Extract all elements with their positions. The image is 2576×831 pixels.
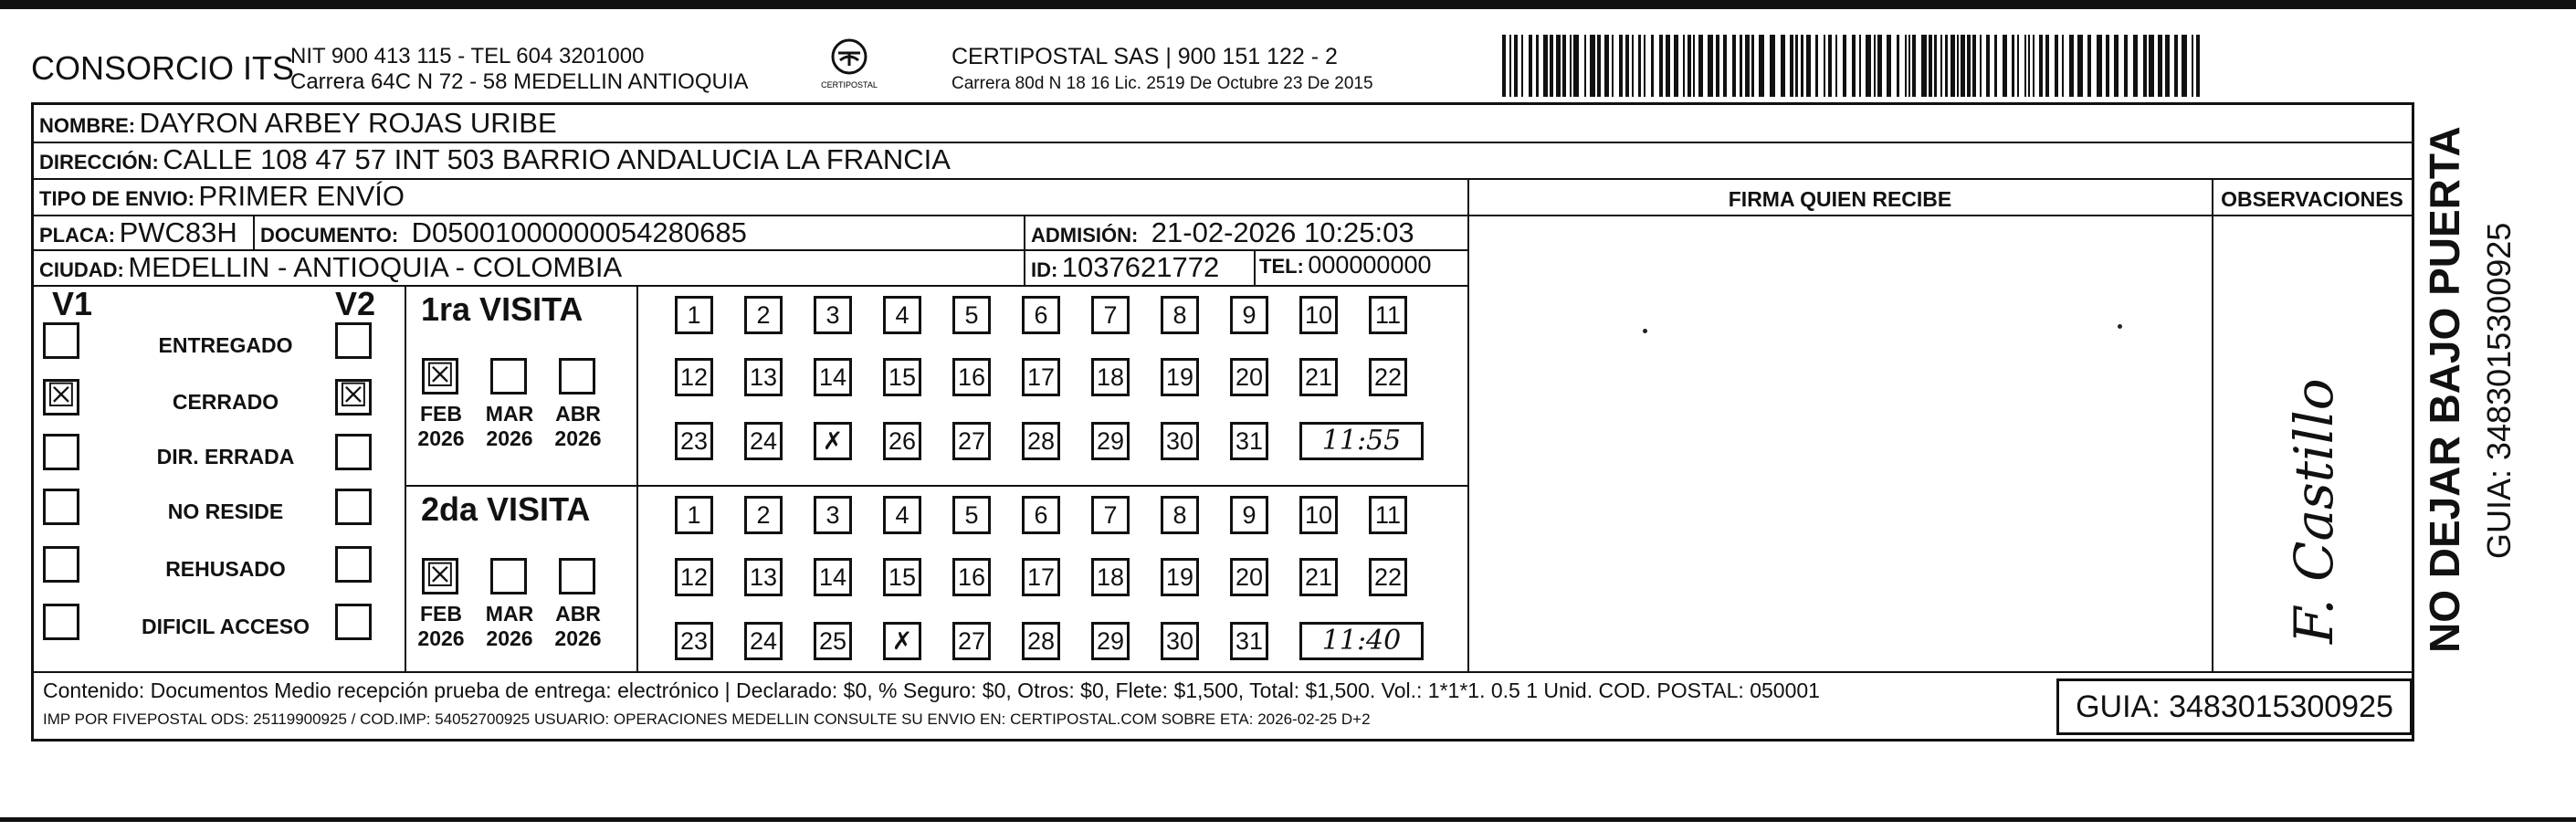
barcode-bar bbox=[1986, 35, 1990, 97]
admision-row bbox=[1031, 216, 1414, 249]
tel-value: 000000000 bbox=[1308, 251, 1432, 279]
v2-checkbox[interactable] bbox=[335, 546, 372, 583]
barcode-bar bbox=[1693, 35, 1695, 97]
day-box[interactable]: 29 bbox=[1091, 622, 1130, 660]
certipostal-info bbox=[952, 44, 1373, 94]
month-name: ABR bbox=[555, 402, 601, 426]
barcode bbox=[1502, 35, 2205, 97]
day-box[interactable]: 20 bbox=[1230, 358, 1268, 396]
month-checkbox[interactable]: ☒ bbox=[422, 558, 458, 594]
barcode-bar bbox=[1866, 35, 1871, 97]
day-box[interactable]: 27 bbox=[952, 622, 991, 660]
barcode-bar bbox=[1666, 35, 1670, 97]
day-box[interactable]: 19 bbox=[1161, 558, 1199, 596]
day-box[interactable]: 18 bbox=[1091, 558, 1130, 596]
barcode-bar bbox=[1502, 35, 1506, 97]
ciudad-value: MEDELLIN - ANTIOQUIA - COLOMBIA bbox=[128, 251, 623, 283]
day-box[interactable]: 21 bbox=[1299, 358, 1338, 396]
barcode-bar bbox=[1908, 35, 1910, 97]
status-option-label: ENTREGADO bbox=[158, 333, 293, 357]
day-box[interactable]: 7 bbox=[1091, 496, 1130, 534]
barcode-bar bbox=[1877, 35, 1882, 97]
barcode-bar bbox=[2087, 35, 2091, 97]
barcode-bar bbox=[1934, 35, 1937, 97]
side-warning: NO DEJAR BAJO PUERTA bbox=[2421, 126, 2468, 653]
day-box[interactable]: 1 bbox=[675, 296, 713, 334]
company-info bbox=[290, 44, 749, 95]
v2-checkbox[interactable]: ☒ bbox=[335, 379, 372, 416]
certipostal-sub: Carrera 80d N 18 16 Lic. 2519 De Octubre 23 De 2015 bbox=[952, 74, 1373, 93]
barcode-bar bbox=[2158, 35, 2162, 97]
v1-checkbox[interactable] bbox=[43, 434, 79, 470]
day-box[interactable]: 4 bbox=[883, 296, 921, 334]
barcode-bar bbox=[1967, 35, 1971, 97]
v1-checkbox[interactable] bbox=[43, 546, 79, 583]
status-option-label: NO RESIDE bbox=[167, 500, 284, 523]
v2-checkbox[interactable] bbox=[335, 322, 372, 359]
nombre-label: NOMBRE: bbox=[39, 114, 136, 137]
month-label bbox=[478, 602, 541, 651]
signature: F. Castillo bbox=[2283, 378, 2345, 644]
month-checkbox[interactable] bbox=[559, 558, 595, 594]
v2-header: V2 bbox=[335, 285, 376, 322]
barcode-bar bbox=[1961, 35, 1965, 97]
day-box[interactable]: 19 bbox=[1161, 358, 1199, 396]
barcode-bar bbox=[2024, 35, 2026, 97]
day-box[interactable]: 5 bbox=[952, 496, 991, 534]
barcode-bar bbox=[1638, 35, 1641, 97]
barcode-bar bbox=[1859, 35, 1861, 97]
month-checkbox[interactable]: ☒ bbox=[422, 358, 458, 394]
barcode-bar bbox=[1770, 35, 1775, 97]
barcode-bar bbox=[2055, 35, 2058, 97]
barcode-bar bbox=[1584, 35, 1586, 97]
svg-text:CERTIPOSTAL: CERTIPOSTAL bbox=[821, 80, 878, 89]
day-box[interactable]: 18 bbox=[1091, 358, 1130, 396]
month-year: 2026 bbox=[417, 626, 465, 650]
month-name: FEB bbox=[420, 402, 462, 426]
barcode-bar bbox=[2174, 35, 2178, 97]
footer-guia: GUIA: 3483015300925 bbox=[2056, 678, 2413, 735]
barcode-bar bbox=[2097, 35, 2102, 97]
month-label bbox=[546, 402, 610, 451]
day-box[interactable]: 20 bbox=[1230, 558, 1268, 596]
id-label: ID: bbox=[1031, 258, 1058, 281]
barcode-bar bbox=[1751, 35, 1754, 97]
day-box[interactable]: 28 bbox=[1022, 422, 1060, 460]
barcode-bar bbox=[1674, 35, 1678, 97]
day-box[interactable]: 31 bbox=[1230, 422, 1268, 460]
day-box[interactable]: 14 bbox=[814, 558, 852, 596]
visit-title: 2da VISITA bbox=[421, 490, 591, 528]
month-name: ABR bbox=[555, 602, 601, 626]
visit-time[interactable]: 11:40 bbox=[1299, 622, 1424, 660]
barcode-bar bbox=[2106, 35, 2109, 97]
barcode-bar bbox=[1980, 35, 1982, 97]
visit-time[interactable]: 11:55 bbox=[1299, 422, 1424, 460]
day-box[interactable]: 31 bbox=[1230, 622, 1268, 660]
day-box[interactable]: 2 bbox=[744, 296, 783, 334]
day-box[interactable]: 6 bbox=[1022, 496, 1060, 534]
day-box[interactable]: 9 bbox=[1230, 496, 1268, 534]
certipostal-line: CERTIPOSTAL SAS | 900 151 122 - 2 bbox=[952, 44, 1338, 69]
barcode-bar bbox=[1556, 35, 1561, 97]
day-box[interactable]: 12 bbox=[675, 358, 713, 396]
day-box[interactable]: 12 bbox=[675, 558, 713, 596]
day-box[interactable]: 4 bbox=[883, 496, 921, 534]
day-box[interactable]: 10 bbox=[1299, 296, 1338, 334]
month-year: 2026 bbox=[486, 626, 533, 650]
documento-row bbox=[260, 216, 747, 249]
day-box[interactable]: 15 bbox=[883, 558, 921, 596]
day-box[interactable]: 30 bbox=[1161, 422, 1199, 460]
barcode-bar bbox=[1781, 35, 1785, 97]
direccion-label: DIRECCIÓN: bbox=[39, 151, 159, 174]
v1-checkbox[interactable]: ☒ bbox=[43, 379, 79, 416]
day-box[interactable]: 3 bbox=[814, 296, 852, 334]
barcode-bar bbox=[1921, 35, 1927, 97]
id-row bbox=[1031, 251, 1219, 284]
barcode-bar bbox=[2039, 35, 2043, 97]
v1-checkbox[interactable] bbox=[43, 604, 79, 640]
company-name: CONSORCIO ITS bbox=[31, 49, 295, 87]
side-guia: GUIA: 3483015300925 bbox=[2480, 222, 2518, 559]
barcode-bar bbox=[1514, 35, 1518, 97]
day-box[interactable]: ✗ bbox=[883, 622, 921, 660]
day-box[interactable]: 13 bbox=[744, 558, 783, 596]
day-box[interactable]: 22 bbox=[1369, 558, 1407, 596]
nit-line: NIT 900 413 115 - TEL 604 3201000 bbox=[290, 44, 645, 68]
barcode-bar bbox=[2133, 35, 2138, 97]
barcode-bar bbox=[1897, 35, 1899, 97]
day-box[interactable]: 24 bbox=[744, 422, 783, 460]
documento-value: D05001000000054280685 bbox=[411, 216, 747, 248]
barcode-bar bbox=[1972, 35, 1976, 97]
barcode-bar bbox=[1843, 35, 1846, 97]
barcode-bar bbox=[2017, 35, 2019, 97]
observaciones-header: OBSERVACIONES bbox=[2221, 187, 2403, 211]
barcode-bar bbox=[1828, 35, 1832, 97]
month-label bbox=[546, 602, 610, 651]
status-option-label: CERRADO bbox=[172, 390, 279, 414]
day-box[interactable]: ✗ bbox=[814, 422, 852, 460]
barcode-bar bbox=[1790, 35, 1793, 97]
day-box[interactable]: 17 bbox=[1022, 358, 1060, 396]
day-box[interactable]: 30 bbox=[1161, 622, 1199, 660]
barcode-bar bbox=[1905, 35, 1907, 97]
month-year: 2026 bbox=[486, 426, 533, 450]
month-label bbox=[409, 602, 473, 651]
barcode-bar bbox=[1612, 35, 1614, 97]
day-box[interactable]: 1 bbox=[675, 496, 713, 534]
day-box[interactable]: 11 bbox=[1369, 296, 1407, 334]
barcode-bar bbox=[1912, 35, 1916, 97]
barcode-bar bbox=[2069, 35, 2074, 97]
v1-checkbox[interactable] bbox=[43, 322, 79, 359]
day-box[interactable]: 5 bbox=[952, 296, 991, 334]
bottom-border bbox=[0, 817, 2576, 822]
id-value: 1037621772 bbox=[1061, 251, 1220, 283]
top-border bbox=[0, 0, 2576, 9]
barcode-bar bbox=[1835, 35, 1837, 97]
direccion-row bbox=[39, 143, 951, 176]
barcode-bar bbox=[1940, 35, 1942, 97]
barcode-bar bbox=[1625, 35, 1629, 97]
month-year: 2026 bbox=[417, 426, 465, 450]
barcode-bar bbox=[1994, 35, 1997, 97]
barcode-bar bbox=[2077, 35, 2083, 97]
day-box[interactable]: 29 bbox=[1091, 422, 1130, 460]
barcode-bar bbox=[1824, 35, 1825, 97]
day-box[interactable]: 26 bbox=[883, 422, 921, 460]
barcode-bar bbox=[1740, 35, 1742, 97]
barcode-bar bbox=[1801, 35, 1803, 97]
placa-row bbox=[39, 216, 237, 249]
barcode-bar bbox=[1957, 35, 1959, 97]
month-checkbox[interactable] bbox=[559, 358, 595, 394]
v1-checkbox[interactable] bbox=[43, 489, 79, 525]
status-option-label: DIR. ERRADA bbox=[156, 445, 295, 468]
barcode-bar bbox=[1945, 35, 1948, 97]
day-box[interactable]: 6 bbox=[1022, 296, 1060, 334]
month-label bbox=[478, 402, 541, 451]
barcode-bar bbox=[1745, 35, 1750, 97]
nombre-value: DAYRON ARBEY ROJAS URIBE bbox=[139, 107, 557, 139]
day-box[interactable]: 17 bbox=[1022, 558, 1060, 596]
visit-title: 1ra VISITA bbox=[421, 290, 584, 328]
day-box[interactable]: 9 bbox=[1230, 296, 1268, 334]
barcode-bar bbox=[2003, 35, 2007, 97]
barcode-bar bbox=[1562, 35, 1566, 97]
barcode-bar bbox=[1543, 35, 1548, 97]
month-name: MAR bbox=[485, 402, 534, 426]
day-box[interactable]: 15 bbox=[883, 358, 921, 396]
barcode-bar bbox=[1806, 35, 1811, 97]
barcode-bar bbox=[1723, 35, 1727, 97]
barcode-bar bbox=[1852, 35, 1856, 97]
day-box[interactable]: 22 bbox=[1369, 358, 1407, 396]
barcode-bar bbox=[1732, 35, 1736, 97]
barcode-bar bbox=[1950, 35, 1955, 97]
tel-label: TEL: bbox=[1259, 255, 1304, 278]
barcode-bar bbox=[1651, 35, 1654, 97]
day-box[interactable]: 16 bbox=[952, 558, 991, 596]
documento-label: DOCUMENTO: bbox=[260, 224, 399, 247]
barcode-bar bbox=[2149, 35, 2154, 97]
placa-value: PWC83H bbox=[119, 216, 237, 248]
admision-value: 21-02-2026 10:25:03 bbox=[1151, 216, 1414, 248]
barcode-bar bbox=[1573, 35, 1579, 97]
barcode-bar bbox=[1759, 35, 1764, 97]
tipo-row bbox=[39, 180, 405, 213]
day-box[interactable]: 21 bbox=[1299, 558, 1338, 596]
barcode-bar bbox=[1698, 35, 1703, 97]
day-box[interactable]: 23 bbox=[675, 622, 713, 660]
footer-contenido: Contenido: Documentos Medio recepción prueba de entrega: electrónico | Declarado: $0, % Seguro: $0, Otros: $0, Flete: $1,500, Total: $1,500. Vol.: 1*1*1. 0.5 1 Unid. COD. POSTAL: 050001 bbox=[43, 678, 1820, 702]
barcode-bar bbox=[1716, 35, 1719, 97]
month-year: 2026 bbox=[554, 426, 602, 450]
barcode-bar bbox=[2062, 35, 2064, 97]
barcode-bar bbox=[1795, 35, 1798, 97]
day-box[interactable]: 25 bbox=[814, 622, 852, 660]
barcode-bar bbox=[2143, 35, 2147, 97]
barcode-bar bbox=[1509, 35, 1511, 97]
ciudad-label: CIUDAD: bbox=[39, 258, 124, 281]
tipo-label: TIPO DE ENVIO: bbox=[39, 187, 195, 210]
tipo-value: PRIMER ENVÍO bbox=[198, 180, 405, 212]
barcode-bar bbox=[1632, 35, 1634, 97]
admision-label: ADMISIÓN: bbox=[1031, 224, 1139, 247]
barcode-bar bbox=[1590, 35, 1595, 97]
barcode-bar bbox=[1874, 35, 1876, 97]
day-box[interactable]: 13 bbox=[744, 358, 783, 396]
barcode-bar bbox=[1929, 35, 1932, 97]
barcode-bar bbox=[1619, 35, 1623, 97]
barcode-bar bbox=[2114, 35, 2119, 97]
barcode-bar bbox=[1570, 35, 1572, 97]
footer-imp: IMP POR FIVEPOSTAL ODS: 25119900925 / COD.IMP: 54052700925 USUARIO: OPERACIONES MEDELLIN CONSULTE SU ENVIO EN: CERTIPOSTAL.COM SOBRE ETA: 2026-02-25 D+2 bbox=[43, 710, 1371, 728]
month-checkbox[interactable] bbox=[490, 558, 527, 594]
barcode-bar bbox=[1550, 35, 1553, 97]
status-option-label: REHUSADO bbox=[165, 557, 286, 581]
day-box[interactable]: 27 bbox=[952, 422, 991, 460]
barcode-bar bbox=[1708, 35, 1713, 97]
barcode-bar bbox=[2033, 35, 2035, 97]
tel-row bbox=[1259, 251, 1432, 279]
barcode-bar bbox=[1529, 35, 1532, 97]
barcode-bar bbox=[2196, 35, 2200, 97]
placa-label: PLACA: bbox=[39, 224, 116, 247]
month-name: MAR bbox=[485, 602, 534, 626]
barcode-bar bbox=[2012, 35, 2014, 97]
day-box[interactable]: 3 bbox=[814, 496, 852, 534]
barcode-bar bbox=[1815, 35, 1818, 97]
v1-header: V1 bbox=[52, 285, 93, 322]
v2-checkbox[interactable] bbox=[335, 489, 372, 525]
barcode-bar bbox=[1597, 35, 1601, 97]
barcode-bar bbox=[1688, 35, 1691, 97]
day-box[interactable]: 10 bbox=[1299, 496, 1338, 534]
day-box[interactable]: 16 bbox=[952, 358, 991, 396]
month-label bbox=[409, 402, 473, 451]
day-box[interactable]: 11 bbox=[1369, 496, 1407, 534]
barcode-bar bbox=[2028, 35, 2030, 97]
month-name: FEB bbox=[420, 602, 462, 626]
barcode-bar bbox=[2124, 35, 2128, 97]
barcode-bar bbox=[2045, 35, 2049, 97]
firma-header: FIRMA QUIEN RECIBE bbox=[1728, 187, 1952, 211]
barcode-bar bbox=[1521, 35, 1523, 97]
barcode-bar bbox=[2165, 35, 2170, 97]
barcode-bar bbox=[1659, 35, 1663, 97]
barcode-bar bbox=[2192, 35, 2193, 97]
v2-checkbox[interactable] bbox=[335, 604, 372, 640]
direccion-value: CALLE 108 47 57 INT 503 BARRIO ANDALUCIA LA FRANCIA bbox=[163, 143, 951, 175]
day-box[interactable]: 8 bbox=[1161, 496, 1199, 534]
v2-checkbox[interactable] bbox=[335, 434, 372, 470]
delivery-form bbox=[31, 102, 2414, 742]
day-box[interactable]: 2 bbox=[744, 496, 783, 534]
certipostal-logo bbox=[813, 37, 886, 100]
barcode-bar bbox=[1604, 35, 1609, 97]
month-checkbox[interactable] bbox=[490, 358, 527, 394]
nombre-row bbox=[39, 107, 557, 140]
barcode-bar bbox=[1644, 35, 1645, 97]
barcode-bar bbox=[1536, 35, 1539, 97]
day-box[interactable]: 8 bbox=[1161, 296, 1199, 334]
day-box[interactable]: 7 bbox=[1091, 296, 1130, 334]
status-option-label: DIFICIL ACCESO bbox=[141, 615, 310, 638]
day-box[interactable]: 14 bbox=[814, 358, 852, 396]
ciudad-row bbox=[39, 251, 622, 284]
month-year: 2026 bbox=[554, 626, 602, 650]
day-box[interactable]: 23 bbox=[675, 422, 713, 460]
barcode-bar bbox=[1683, 35, 1685, 97]
day-box[interactable]: 24 bbox=[744, 622, 783, 660]
barcode-bar bbox=[1887, 35, 1891, 97]
address-line: Carrera 64C N 72 - 58 MEDELLIN ANTIOQUIA bbox=[290, 69, 749, 94]
barcode-bar bbox=[2182, 35, 2187, 97]
day-box[interactable]: 28 bbox=[1022, 622, 1060, 660]
